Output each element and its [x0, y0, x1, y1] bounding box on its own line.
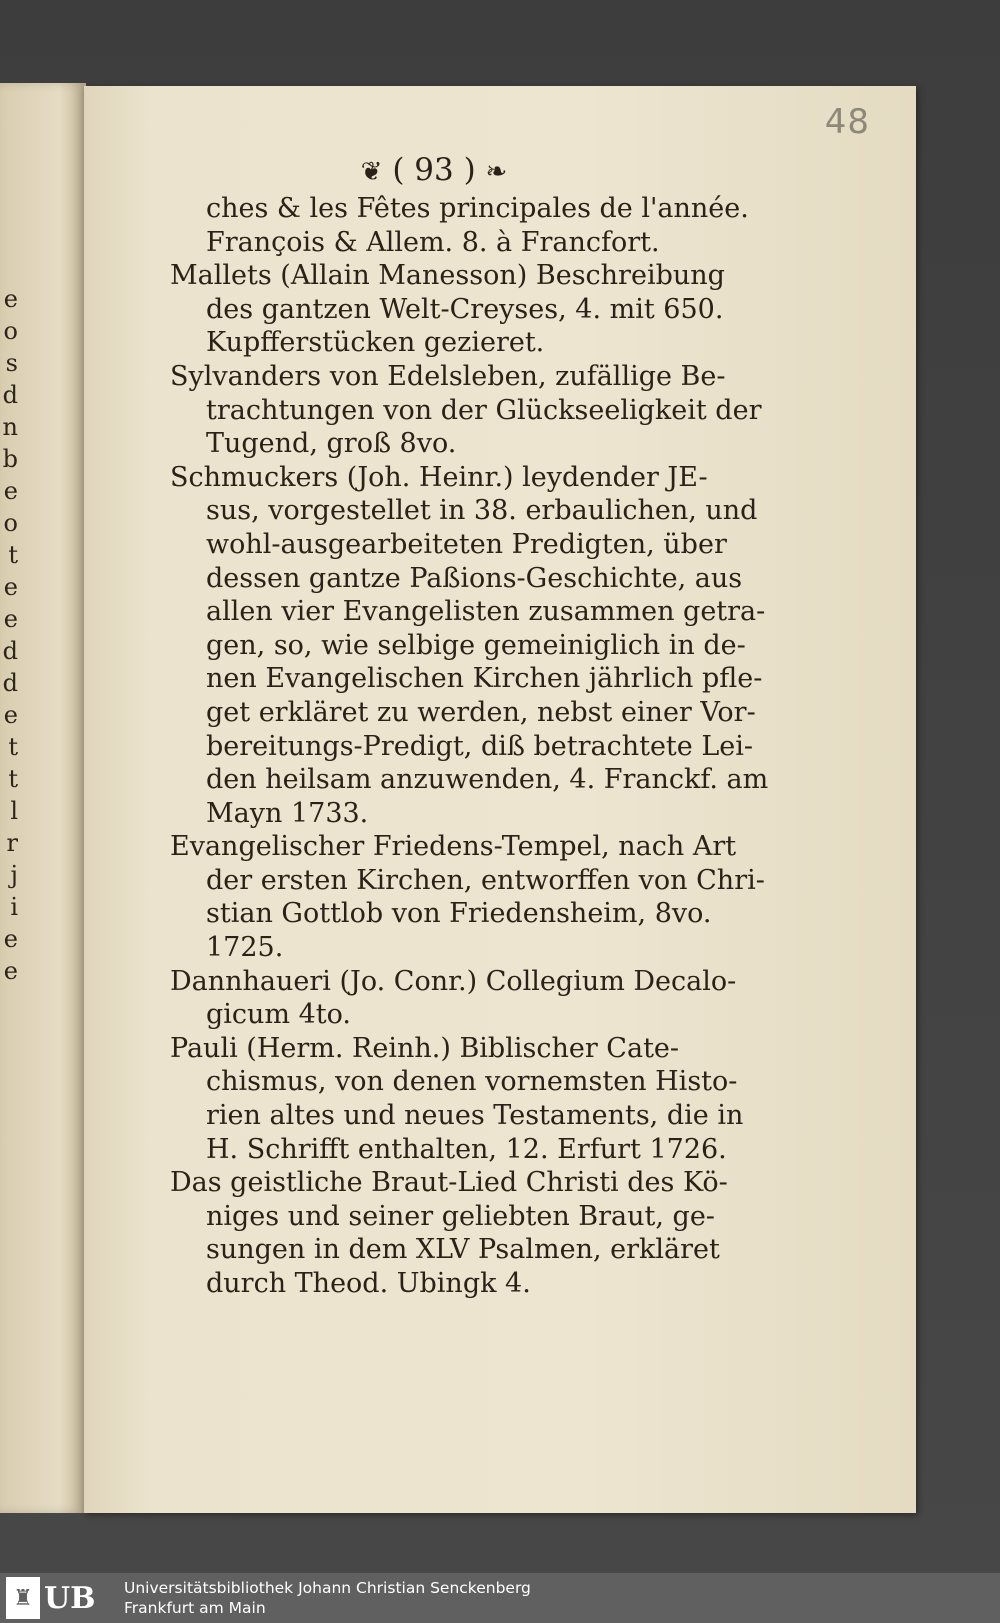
left-page-letter: e — [3, 957, 18, 985]
book-page — [84, 86, 916, 1513]
logo-text: UB — [44, 1580, 96, 1616]
left-page-letter: e — [3, 605, 18, 633]
ornament-right-icon: ❧ — [485, 157, 508, 187]
ornament-left-icon: ❦ — [360, 157, 383, 187]
left-page-letter: e — [3, 573, 18, 601]
pencil-folio-number: 48 — [824, 102, 870, 142]
left-page-letter: n — [2, 413, 18, 441]
catalog-continuation-line: H. Schrifft enthalten, 12. Erfurt 1726. — [206, 1133, 727, 1165]
catalog-continuation-line: Mayn 1733. — [206, 797, 369, 829]
left-page-letters — [0, 283, 18, 987]
left-page-edge — [0, 83, 86, 1513]
catalog-continuation-line: ches & les Fêtes principales de l'année. — [206, 193, 749, 224]
left-page-letter: s — [5, 349, 18, 377]
left-page-letter: r — [6, 829, 18, 857]
catalog-continuation-line: des gantzen Welt-Creyses, 4. mit 650. — [206, 293, 724, 325]
library-name: Universitätsbibliothek Johann Christian Senckenberg — [124, 1579, 531, 1597]
catalog-continuation-line: Kupfferstücken gezieret. — [206, 327, 545, 359]
left-page-letter: e — [3, 477, 18, 505]
left-page-letter: i — [10, 893, 18, 921]
catalog-continuation-line: wohl-ausgearbeiteten Predigten, über — [206, 528, 727, 560]
catalog-continuation-line: get erkläret zu werden, nebst einer Vor- — [206, 696, 756, 728]
left-page-letter: o — [3, 509, 18, 537]
catalog-continuation-line: Tugend, groß 8vo. — [206, 428, 457, 460]
left-page-letter: e — [3, 925, 18, 953]
left-page-letter: e — [3, 285, 18, 313]
catalog-entry-line: Schmuckers (Joh. Heinr.) leydender JE- — [170, 461, 708, 493]
catalog-continuation-line: sungen in dem XLV Psalmen, erkläret — [206, 1234, 720, 1266]
catalog-entry-line: Dannhaueri (Jo. Conr.) Collegium Decalo- — [170, 965, 737, 997]
catalog-continuation-line: der ersten Kirchen, entworffen von Chri- — [206, 864, 765, 896]
catalog-continuation-line: durch Theod. Ubingk 4. — [206, 1268, 531, 1299]
left-page-letter: t — [8, 765, 18, 793]
catalog-continuation-line: 1725. — [206, 932, 284, 964]
left-page-letter: d — [2, 381, 18, 409]
left-page-letter: d — [2, 669, 18, 697]
library-logo[interactable] — [6, 1577, 114, 1619]
left-page-letter: e — [3, 701, 18, 729]
catalog-entry-line: Mallets (Allain Manesson) Beschreibung — [170, 260, 725, 292]
catalog-continuation-line: allen vier Evangelisten zusammen getra- — [206, 596, 766, 628]
catalog-continuation-line: chismus, von denen vornemsten Histo- — [206, 1066, 738, 1098]
catalog-entry-line: Sylvanders von Edelsleben, zufällige Be- — [170, 360, 726, 392]
catalog-continuation-line: nen Evangelischen Kirchen jährlich pfle- — [206, 663, 763, 695]
catalog-entry-line: Das geistliche Braut-Lied Christi des Kö- — [170, 1167, 728, 1199]
catalog-entry-line: Pauli (Herm. Reinh.) Biblischer Cate- — [170, 1032, 680, 1064]
page-number: ( 93 ) — [392, 152, 476, 188]
catalog-continuation-line: trachtungen von der Glückseeligkeit der — [206, 394, 762, 426]
left-page-letter: j — [10, 861, 18, 889]
library-info — [124, 1578, 531, 1618]
catalog-continuation-line: niges und seiner geliebten Braut, ge- — [206, 1200, 715, 1232]
catalog-text — [170, 192, 830, 1301]
left-page-letter: t — [8, 733, 18, 761]
catalog-continuation-line: gicum 4to. — [206, 999, 352, 1031]
library-emblem-icon: ♜ — [6, 1577, 40, 1619]
catalog-continuation-line: rien altes und neues Testaments, die in — [206, 1100, 744, 1132]
library-city: Frankfurt am Main — [124, 1599, 266, 1617]
catalog-continuation-line: stian Gottlob von Friedensheim, 8vo. — [206, 898, 712, 930]
left-page-letter: l — [10, 797, 18, 825]
catalog-continuation-line: gen, so, wie selbige gemeiniglich in de- — [206, 629, 746, 661]
catalog-continuation-line: François & Allem. 8. à Francfort. — [206, 226, 660, 258]
catalog-continuation-line: dessen gantze Paßions-Geschichte, aus — [206, 562, 743, 594]
left-page-letter: d — [2, 637, 18, 665]
footer-bar — [0, 1573, 1000, 1623]
catalog-continuation-line: den heilsam anzuwenden, 4. Franckf. am — [206, 764, 769, 796]
page-header — [334, 152, 534, 188]
left-page-letter: o — [3, 317, 18, 345]
catalog-continuation-line: bereitungs-Predigt, diß betrachtete Lei- — [206, 730, 754, 762]
catalog-entry-line: Evangelischer Friedens-Tempel, nach Art — [170, 831, 737, 863]
catalog-continuation-line: sus, vorgestellet in 38. erbaulichen, und — [206, 495, 758, 527]
left-page-letter: t — [8, 541, 18, 569]
left-page-letter: b — [2, 445, 18, 473]
